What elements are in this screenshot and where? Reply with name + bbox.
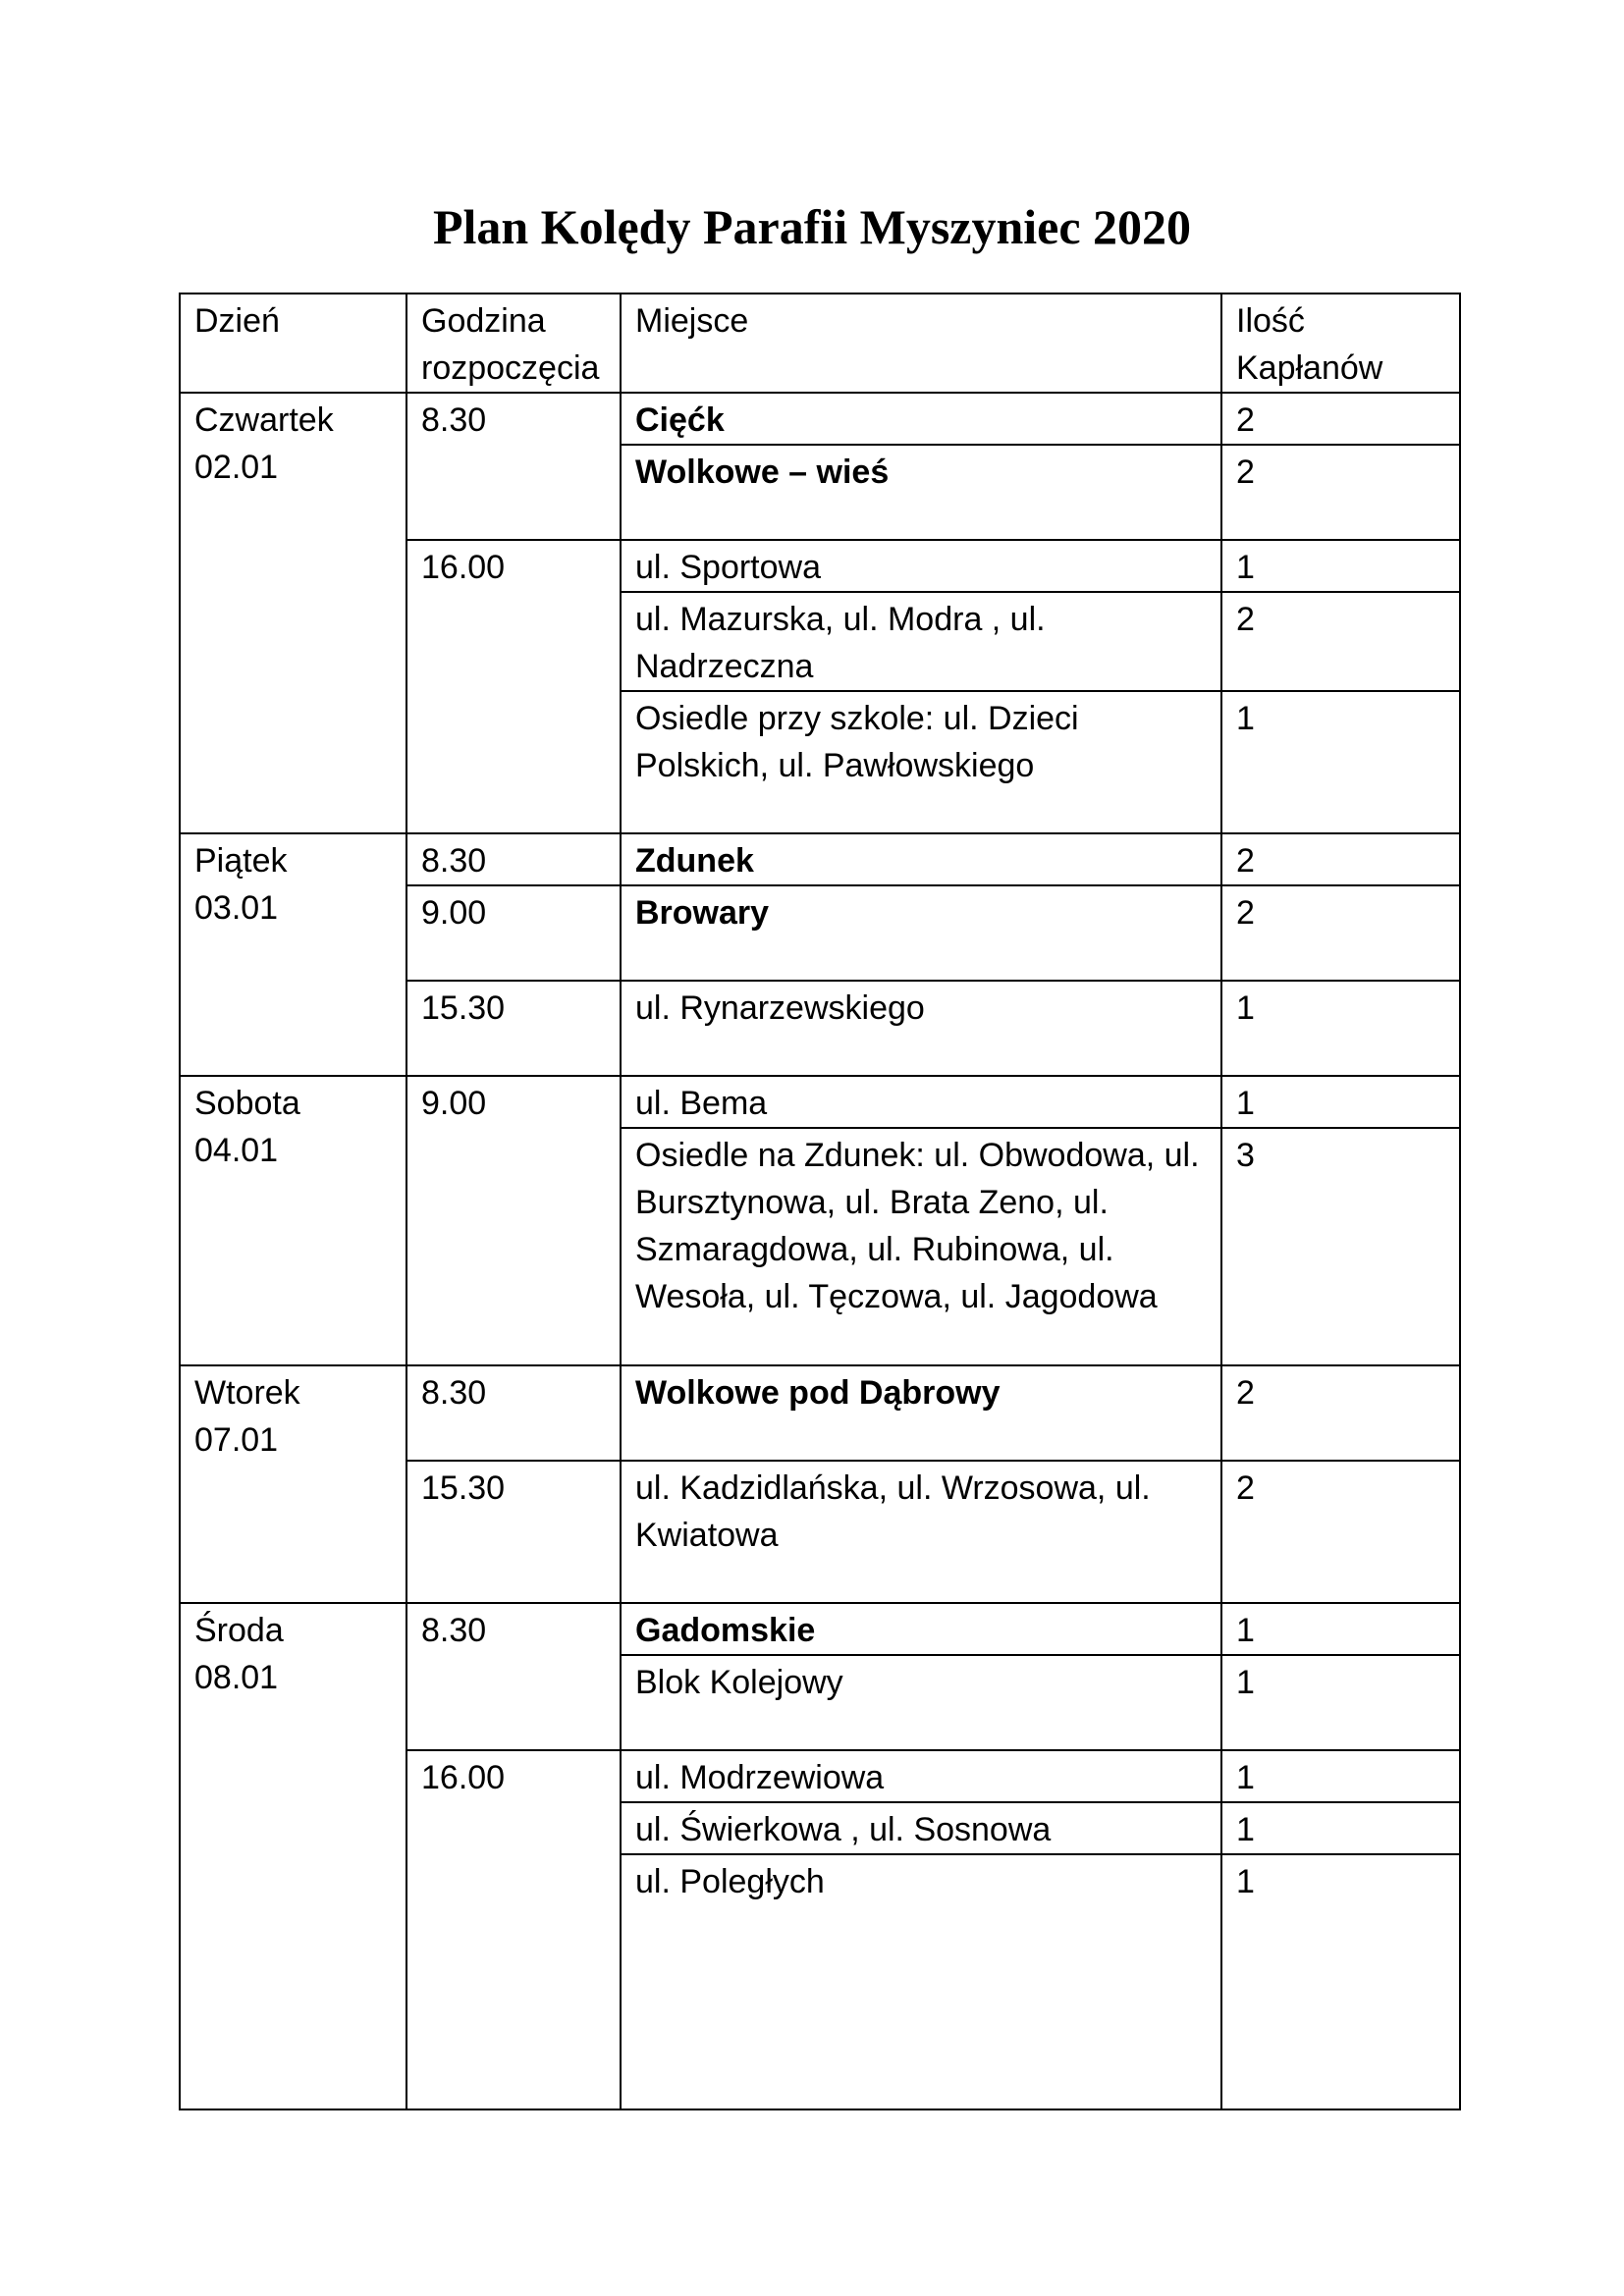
day-cell <box>180 393 406 833</box>
place-cell: Blok Kolejowy <box>621 1655 1221 1750</box>
priests-cell: 1 <box>1221 1854 1460 2109</box>
priests-cell: 2 <box>1221 885 1460 981</box>
place-cell: Wolkowe – wieś <box>621 445 1221 540</box>
day-cell <box>180 1365 406 1603</box>
priests-cell: 1 <box>1221 1076 1460 1128</box>
place-cell <box>621 592 1221 691</box>
table-row <box>180 1076 1460 1128</box>
place-cell: Cięćk <box>621 393 1221 445</box>
place-cell: ul. Modrzewiowa <box>621 1750 1221 1802</box>
header-place-label: Miejsce <box>635 302 749 340</box>
place-cell: Wolkowe pod Dąbrowy <box>621 1365 1221 1461</box>
place-cell: Zdunek <box>621 833 1221 885</box>
day-name: Czwartek <box>194 401 334 439</box>
time-cell: 15.30 <box>406 981 621 1076</box>
header-priests <box>1221 294 1460 393</box>
priests-cell: 1 <box>1221 1655 1460 1750</box>
schedule-table <box>179 293 1461 2110</box>
priests-cell: 1 <box>1221 1750 1460 1802</box>
day-name: Piątek <box>194 842 288 880</box>
day-name: Środa <box>194 1612 284 1649</box>
day-cell <box>180 1603 406 2109</box>
place-cell: ul. Kadzidlańska, ul. Wrzosowa, ul. Kwiatowa <box>621 1461 1221 1603</box>
header-day <box>180 294 406 393</box>
time-cell: 8.30 <box>406 1603 621 1750</box>
priests-cell: 1 <box>1221 981 1460 1076</box>
time-cell: 8.30 <box>406 393 621 540</box>
day-date: 03.01 <box>194 889 279 927</box>
place-cell: Osiedle przy szkole: ul. Dzieci Polskich, ul. Pawłowskiego <box>621 691 1221 833</box>
day-cell <box>180 833 406 1076</box>
priests-cell: 1 <box>1221 691 1460 833</box>
priests-cell: 1 <box>1221 1802 1460 1854</box>
priests-cell: 2 <box>1221 592 1460 691</box>
priests-cell: 1 <box>1221 540 1460 592</box>
priests-cell: 3 <box>1221 1128 1460 1365</box>
time-cell: 16.00 <box>406 540 621 833</box>
day-name: Wtorek <box>194 1374 300 1412</box>
priests-cell: 2 <box>1221 393 1460 445</box>
time-cell: 16.00 <box>406 1750 621 2109</box>
place-cell: Osiedle na Zdunek: ul. Obwodowa, ul. Bursztynowa, ul. Brata Zeno, ul. Szmaragdowa, ul. Rubinowa, ul. Wesoła, ul. Tęczowa, ul. Jagodowa <box>621 1128 1221 1365</box>
priests-cell: 2 <box>1221 833 1460 885</box>
header-priests-label-2: Kapłanów <box>1236 349 1383 387</box>
header-place <box>621 294 1221 393</box>
day-date: 07.01 <box>194 1421 279 1459</box>
day-date: 04.01 <box>194 1132 279 1169</box>
priests-cell: 2 <box>1221 445 1460 540</box>
place-cell: ul. Świerkowa , ul. Sosnowa <box>621 1802 1221 1854</box>
header-row <box>180 294 1460 393</box>
place-cell: Browary <box>621 885 1221 981</box>
header-priests-label-1: Ilość <box>1236 302 1305 340</box>
table-row <box>180 1365 1460 1461</box>
place-cell: ul. Poległych <box>621 1854 1221 2109</box>
header-time-label-2: rozpoczęcia <box>421 349 600 387</box>
header-day-label: Dzień <box>194 302 280 340</box>
page-title: Plan Kolędy Parafii Myszyniec 2020 <box>432 199 1192 254</box>
place-text: ul. Mazurska, ul. Modra , ul. Nadrzeczna <box>635 601 1046 685</box>
priests-cell: 1 <box>1221 1603 1460 1655</box>
header-time-label-1: Godzina <box>421 302 546 340</box>
time-cell: 9.00 <box>406 885 621 981</box>
time-cell: 15.30 <box>406 1461 621 1603</box>
day-name: Sobota <box>194 1085 300 1122</box>
priests-cell: 2 <box>1221 1365 1460 1461</box>
time-cell: 8.30 <box>406 1365 621 1461</box>
header-time <box>406 294 621 393</box>
table-row <box>180 393 1460 445</box>
day-date: 08.01 <box>194 1659 279 1696</box>
priests-cell: 2 <box>1221 1461 1460 1603</box>
place-cell: ul. Rynarzewskiego <box>621 981 1221 1076</box>
table-row <box>180 833 1460 885</box>
place-cell: ul. Sportowa <box>621 540 1221 592</box>
table-row <box>180 1603 1460 1655</box>
place-cell: ul. Bema <box>621 1076 1221 1128</box>
time-cell: 8.30 <box>406 833 621 885</box>
place-cell: Gadomskie <box>621 1603 1221 1655</box>
day-date: 02.01 <box>194 449 279 486</box>
time-cell: 9.00 <box>406 1076 621 1365</box>
day-cell <box>180 1076 406 1365</box>
